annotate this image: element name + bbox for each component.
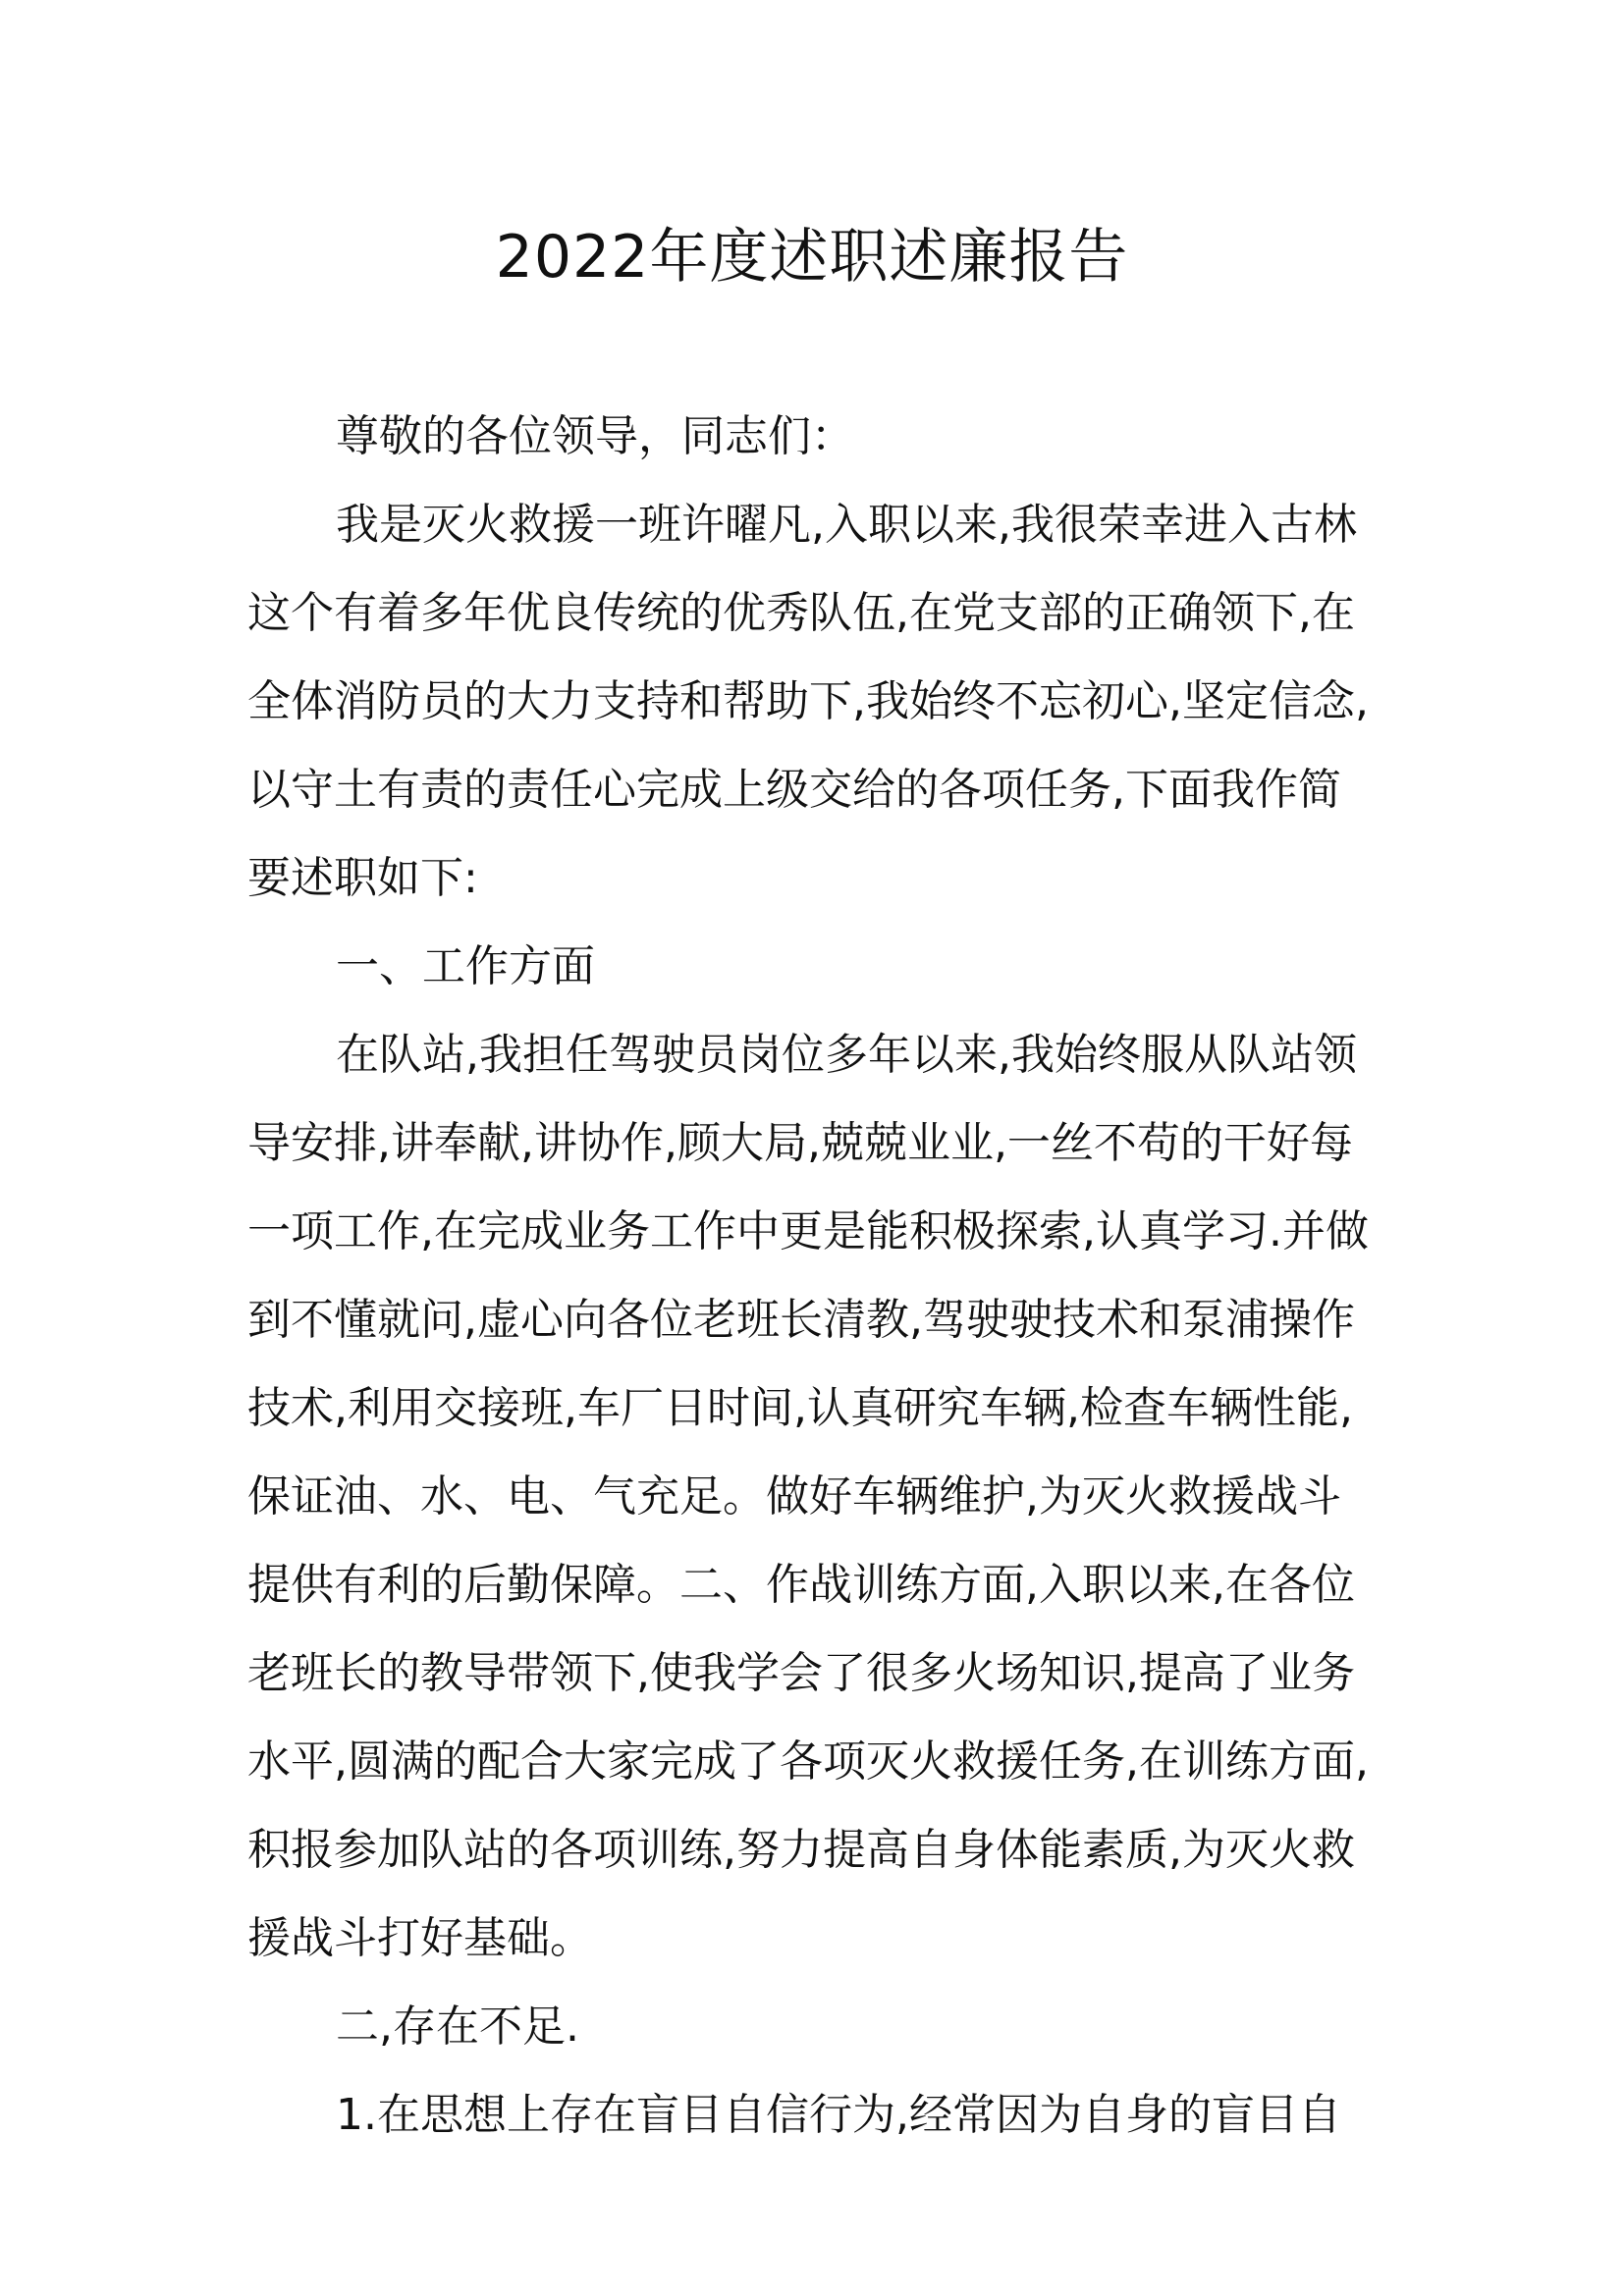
section-heading: 一、工作方面 bbox=[336, 941, 595, 991]
document-body bbox=[247, 393, 1401, 2160]
text-line: 到不懂就问,虚心向各位老班长清教,驾驶驶技术和泵浦操作 bbox=[247, 1295, 1355, 1345]
section-heading: 二,存在不足. bbox=[336, 2002, 579, 2052]
text-line: 水平,圆满的配合大家完成了各项灭火救援任务,在训练方面, bbox=[247, 1736, 1369, 1787]
text-line: 援战斗打好基础。 bbox=[247, 1913, 593, 1963]
text-line: 全体消防员的大力支持和帮助下,我始终不忘初心,坚定信念, bbox=[247, 676, 1369, 726]
text-line: 技术,利用交接班,车厂日时间,认真研究车辆,检查车辆性能, bbox=[247, 1383, 1353, 1433]
text-line: 老班长的教导带领下,使我学会了很多火场知识,提高了业务 bbox=[247, 1648, 1355, 1698]
text-line: 提供有利的后勤保障。二、作战训练方面,入职以来,在各位 bbox=[247, 1560, 1355, 1610]
text-line: 导安排,讲奉献,讲协作,顾大局,兢兢业业,一丝不苟的干好每 bbox=[247, 1118, 1353, 1168]
text-line: 1.在思想上存在盲目自信行为,经常因为自身的盲目自 bbox=[336, 2090, 1341, 2140]
text-line: 一项工作,在完成业务工作中更是能积极探索,认真学习.并做 bbox=[247, 1206, 1369, 1256]
text-line: 这个有着多年优良传统的优秀队伍,在党支部的正确领下,在 bbox=[247, 588, 1355, 638]
text-line: 要述职如下: bbox=[247, 853, 478, 903]
text-line: 我是灭火救援一班许曜凡,入职以来,我很荣幸进入古林 bbox=[336, 500, 1357, 550]
text-line: 在队站,我担任驾驶员岗位多年以来,我始终服从队站领 bbox=[336, 1030, 1357, 1080]
text-line: 积报参加队站的各项训练,努力提高自身体能素质,为灭火救 bbox=[247, 1825, 1355, 1875]
text-line: 以守土有责的责任心完成上级交给的各项任务,下面我作简 bbox=[247, 765, 1341, 815]
text-line: 保证油、水、电、气充足。做好车辆维护,为灭火救援战斗 bbox=[247, 1471, 1341, 1522]
document-title: 2022年度述职述廉报告 bbox=[495, 223, 1129, 292]
text-line: 尊敬的各位领导，同志们： bbox=[336, 411, 854, 461]
